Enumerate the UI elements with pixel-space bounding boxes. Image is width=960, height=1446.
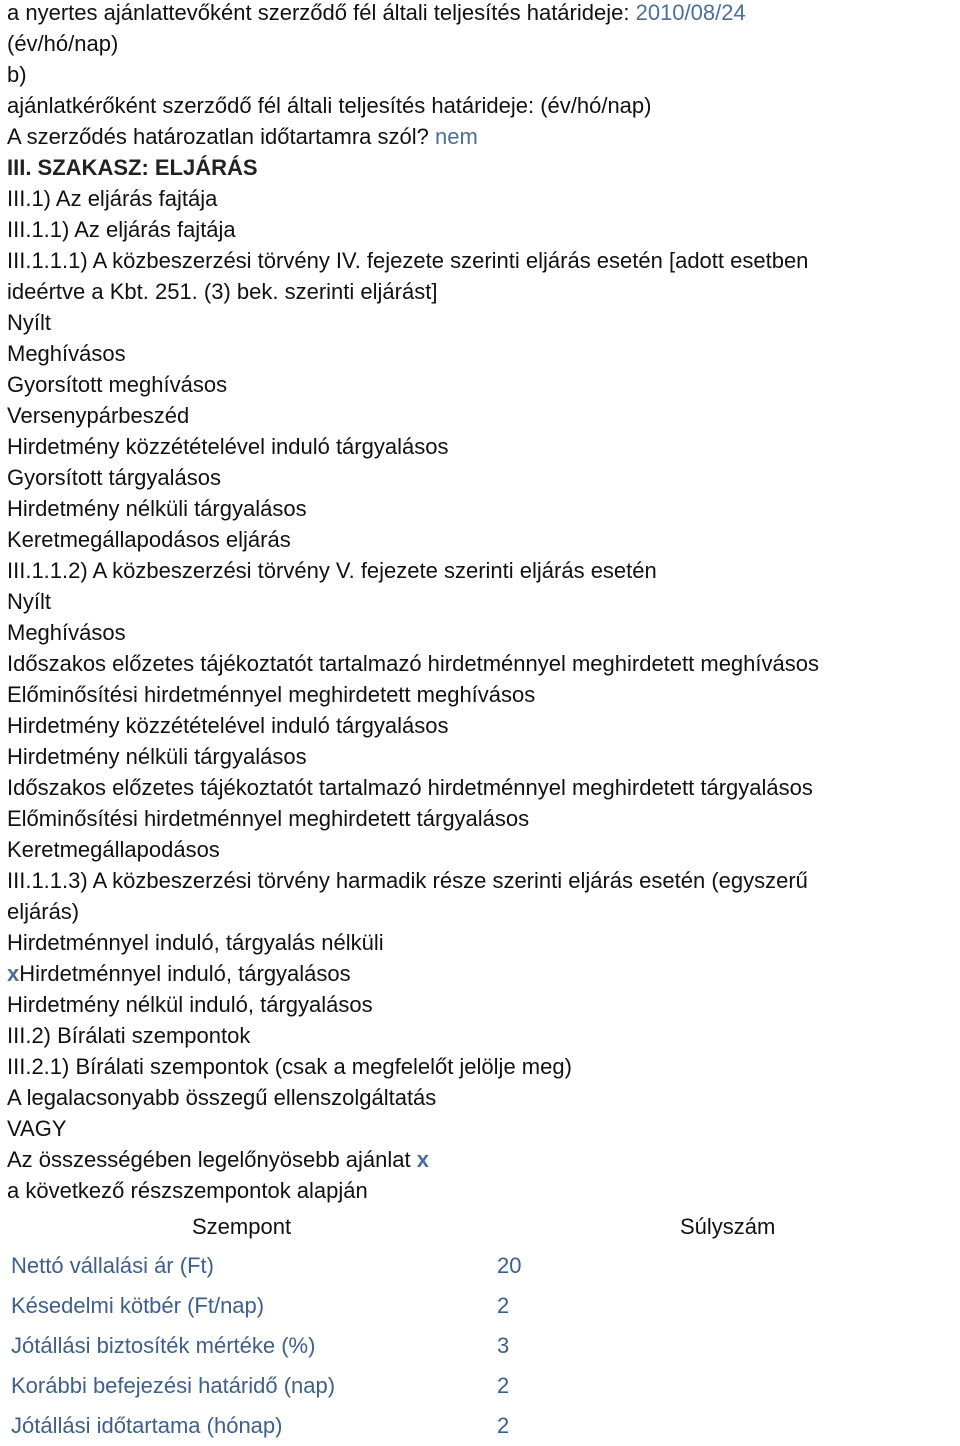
deadline-winner-label: a nyertes ajánlattevőként szerződő fél általi teljesítés határideje: <box>7 0 636 25</box>
option-negotiated-with-notice: Hirdetmény közzétételével induló tárgyalásos <box>7 434 449 459</box>
option-v-open: Nyílt <box>7 589 51 614</box>
item-b-label: b) <box>7 62 27 87</box>
date-format-note: (év/hó/nap) <box>7 31 119 56</box>
award-criteria-heading: III.2) Bírálati szempontok <box>7 1023 251 1048</box>
option-notice-with-negotiation-label: Hirdetménnyel induló, tárgyalásos <box>19 961 351 986</box>
option-restricted: Meghívásos <box>7 341 126 366</box>
option-without-notice-negotiated: Hirdetmény nélkül induló, tárgyalásos <box>7 992 373 1017</box>
option-framework-procedure: Keretmegállapodásos eljárás <box>7 527 291 552</box>
criterion-weight: 2 <box>497 1413 510 1438</box>
option-negotiated-without-notice: Hirdetmény nélküli tárgyalásos <box>7 496 307 521</box>
selected-mark-award: x <box>416 1147 429 1172</box>
option-notice-with-negotiation <box>7 958 957 989</box>
criterion-name: Jótállási időtartama (hónap) <box>11 1413 283 1438</box>
option-v-pin-negotiated: Időszakos előzetes tájékoztatót tartalmazó hirdetménnyel meghirdetett tárgyalásos <box>7 775 813 800</box>
option-accelerated-negotiated: Gyorsított tárgyalásos <box>7 465 221 490</box>
option-open: Nyílt <box>7 310 51 335</box>
chapter-iv-heading: III.1.1.1) A közbeszerzési törvény IV. fejezete szerinti eljárás esetén [adott esetben <box>7 248 809 273</box>
criteria-row <box>7 1366 957 1406</box>
criterion-name: Késedelmi kötbér (Ft/nap) <box>11 1293 265 1318</box>
criterion-column-header: Szempont <box>192 1214 292 1239</box>
sub-criteria-intro: a következő részszempontok alapján <box>7 1178 368 1203</box>
option-most-advantageous <box>7 1144 957 1175</box>
deadline-winner-value: 2010/08/24 <box>635 0 746 25</box>
indefinite-term-question: A szerződés határozatlan időtartamra szól? <box>7 124 436 149</box>
option-v-prequal-negotiated: Előminősítési hirdetménnyel meghirdetett tárgyalásos <box>7 806 530 831</box>
option-most-advantageous-label: Az összességében legelőnyösebb ajánlat <box>7 1147 417 1172</box>
criterion-weight: 3 <box>497 1333 510 1358</box>
criteria-table-header <box>7 1208 957 1246</box>
criterion-name: Jótállási biztosíték mértéke (%) <box>11 1333 316 1358</box>
option-competitive-dialogue: Versenypárbeszéd <box>7 403 190 428</box>
part-three-heading: III.1.1.3) A közbeszerzési törvény harmadik része szerinti eljárás esetén (egyszerű <box>7 868 808 893</box>
selected-mark: x <box>7 961 20 986</box>
section-heading: III. SZAKASZ: ELJÁRÁS <box>7 155 258 180</box>
weight-column-header: Súlyszám <box>680 1214 776 1239</box>
option-accelerated-restricted: Gyorsított meghívásos <box>7 372 228 397</box>
deadline-winner-line <box>7 0 957 28</box>
option-v-negotiated-without-notice: Hirdetmény nélküli tárgyalásos <box>7 744 307 769</box>
chapter-v-heading: III.1.1.2) A közbeszerzési törvény V. fejezete szerinti eljárás esetén <box>7 558 657 583</box>
criterion-name: Nettó vállalási ár (Ft) <box>11 1253 214 1278</box>
criteria-row <box>7 1406 957 1446</box>
criterion-name: Korábbi befejezési határidő (nap) <box>11 1373 336 1398</box>
award-criteria-subheading: III.2.1) Bírálati szempontok (csak a megfelelőt jelölje meg) <box>7 1054 572 1079</box>
option-v-negotiated-with-notice: Hirdetmény közzétételével induló tárgyalásos <box>7 713 449 738</box>
criteria-row <box>7 1286 957 1326</box>
option-v-pin-restricted: Időszakos előzetes tájékoztatót tartalmazó hirdetménnyel meghirdetett meghívásos <box>7 651 819 676</box>
criteria-row <box>7 1246 957 1286</box>
indefinite-term-answer: nem <box>435 124 478 149</box>
criteria-row <box>7 1326 957 1366</box>
option-lowest-price: A legalacsonyabb összegű ellenszolgáltatás <box>7 1085 437 1110</box>
procedure-type-subheading: III.1.1) Az eljárás fajtája <box>7 217 236 242</box>
criterion-weight: 20 <box>497 1253 522 1278</box>
option-v-framework: Keretmegállapodásos <box>7 837 220 862</box>
indefinite-term-line <box>7 121 957 152</box>
or-separator: VAGY <box>7 1116 67 1141</box>
option-notice-without-negotiation: Hirdetménnyel induló, tárgyalás nélküli <box>7 930 384 955</box>
criterion-weight: 2 <box>497 1373 510 1398</box>
option-v-prequal-restricted: Előminősítési hirdetménnyel meghirdetett meghívásos <box>7 682 536 707</box>
document-page <box>7 0 957 1446</box>
chapter-iv-heading-cont: ideértve a Kbt. 251. (3) bek. szerinti eljárást] <box>7 279 438 304</box>
part-three-heading-cont: eljárás) <box>7 899 80 924</box>
procedure-type-heading: III.1) Az eljárás fajtája <box>7 186 218 211</box>
deadline-contracting-line: ajánlatkérőként szerződő fél általi teljesítés határideje: (év/hó/nap) <box>7 93 652 118</box>
criterion-weight: 2 <box>497 1293 510 1318</box>
option-v-restricted: Meghívásos <box>7 620 126 645</box>
